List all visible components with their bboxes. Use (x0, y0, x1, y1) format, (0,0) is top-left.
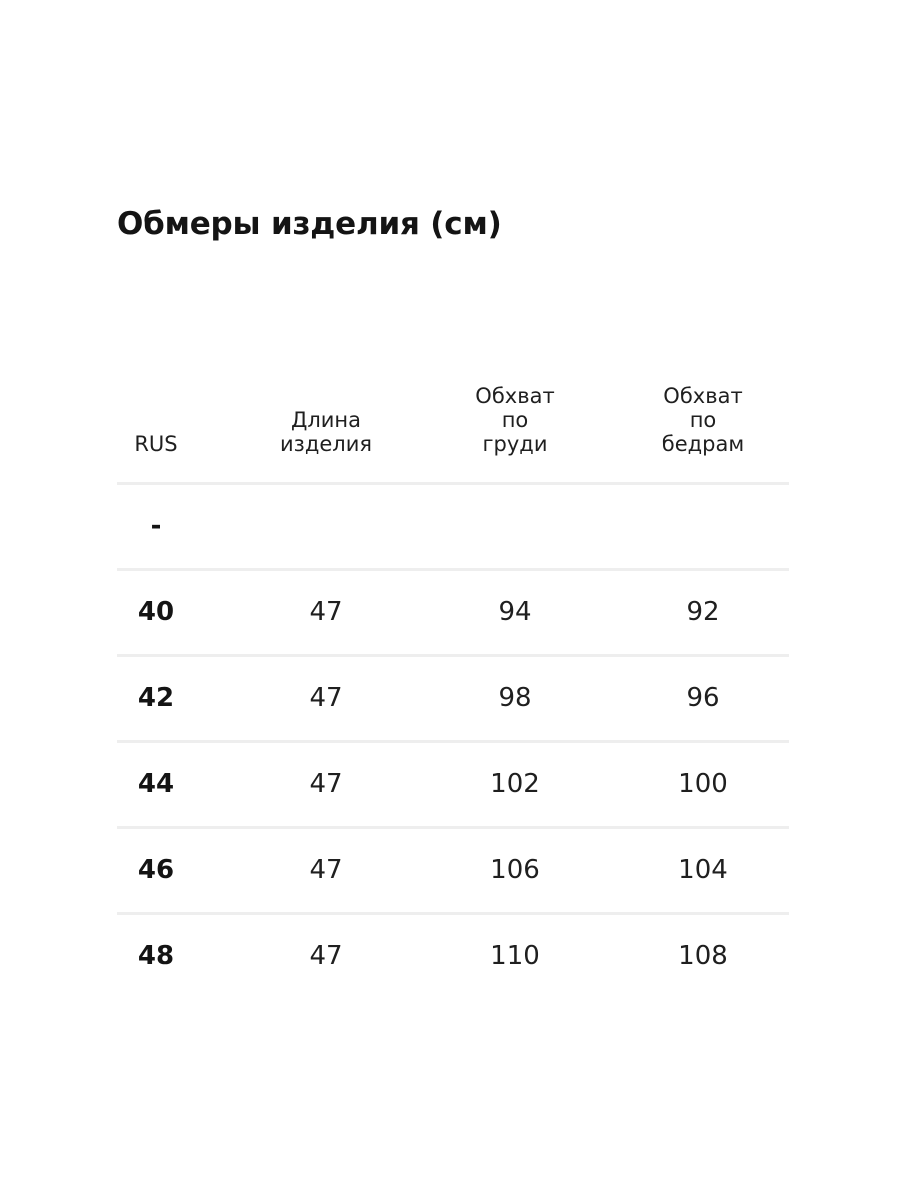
header-rus: RUS (134, 432, 178, 456)
cell-chest: 98 (498, 683, 532, 713)
cell-length (264, 485, 388, 568)
cell-hips: 104 (678, 855, 728, 885)
header-hips: Обхват по бедрам (661, 384, 745, 456)
table-row (117, 829, 789, 915)
page-title: Обмеры изделия (см) (117, 206, 502, 242)
cell-chest: 102 (490, 769, 540, 799)
table-row (117, 915, 789, 998)
cell-rus: 40 (137, 597, 175, 627)
cell-length: 47 (309, 597, 343, 627)
cell-length: 47 (309, 941, 343, 971)
cell-rus: 46 (137, 855, 175, 885)
table-row (117, 657, 789, 743)
cell-chest: 94 (498, 597, 532, 627)
cell-chest: 110 (490, 941, 540, 971)
cell-length: 47 (309, 683, 343, 713)
cell-rus: 48 (137, 941, 175, 971)
cell-hips: 108 (678, 941, 728, 971)
cell-hips: 92 (686, 597, 720, 627)
cell-rus: 44 (137, 769, 175, 799)
header-length: Длина изделия (280, 408, 372, 456)
table-row (117, 571, 789, 657)
cell-rus: - (150, 511, 162, 541)
cell-hips (645, 485, 761, 568)
header-chest: Обхват по груди (475, 384, 555, 456)
size-table (117, 370, 789, 998)
cell-rus: 42 (137, 683, 175, 713)
cell-length: 47 (309, 769, 343, 799)
table-header-row (117, 370, 789, 485)
cell-length: 47 (309, 855, 343, 885)
cell-chest: 106 (490, 855, 540, 885)
cell-hips: 100 (678, 769, 728, 799)
table-row (117, 485, 789, 571)
cell-chest (460, 485, 570, 568)
table-row (117, 743, 789, 829)
cell-hips: 96 (686, 683, 720, 713)
